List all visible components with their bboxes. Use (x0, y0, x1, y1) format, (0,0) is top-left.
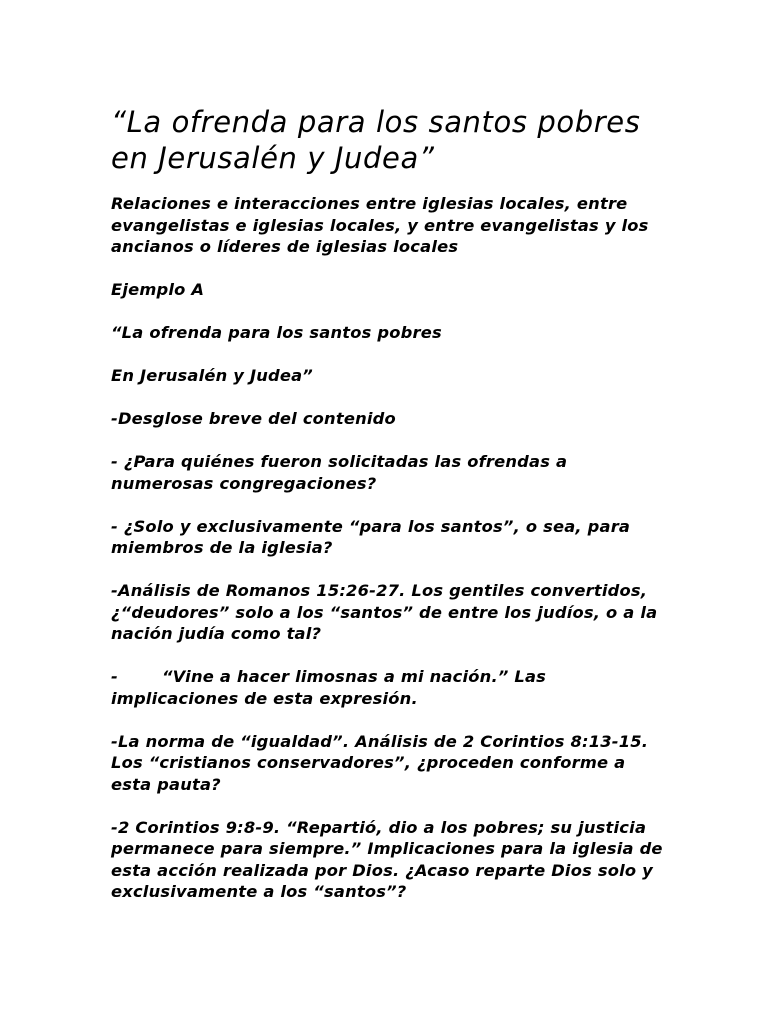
paragraph-subtitle-line2: En Jerusalén y Judea” (111, 366, 313, 385)
paragraph-subtitle-line1: “La ofrenda para los santos pobres (111, 323, 442, 342)
bullet-dash: - (111, 667, 118, 686)
paragraph-example-label: Ejemplo A (111, 280, 205, 299)
paragraph-breakdown: -Desglose breve del contenido (111, 409, 396, 428)
paragraph-question-2: - ¿Solo y exclusivamente “para los santos”, o sea, para miembros de la iglesia? (111, 516, 631, 557)
document-title: “La ofrenda para los santos pobres en Jerusalén y Judea” (111, 105, 641, 175)
paragraph-limosnas (111, 666, 671, 709)
limosnas-text: “Vine a hacer limosnas a mi nación.” Las implicaciones de esta expresión. (111, 667, 547, 708)
paragraph-intro: Relaciones e interacciones entre iglesias locales, entre evangelistas e iglesias locales, y entre evangelistas y los ancianos o líderes de iglesias locales (111, 194, 649, 256)
paragraph-romans-analysis: -Análisis de Romanos 15:26-27. Los gentiles convertidos, ¿“deudores” solo a los “santos” de entre los judíos, o a la nación judía como tal? (111, 581, 658, 643)
paragraph-igualdad: -La norma de “igualdad”. Análisis de 2 Corintios 8:13-15. Los “cristianos conservadores”, ¿proceden conforme a esta pauta? (111, 731, 649, 794)
paragraph-question-1: - ¿Para quiénes fueron solicitadas las ofrendas a numerosas congregaciones? (111, 452, 568, 493)
paragraph-corintios-9: -2 Corintios 9:8-9. “Repartió, dio a los pobres; su justicia permanece para siempre.” Implicaciones para la iglesia de esta acción realizada por Dios. ¿Acaso reparte Dios solo y exclusivamente a los “santos”? (111, 817, 663, 901)
document-page (111, 104, 671, 924)
